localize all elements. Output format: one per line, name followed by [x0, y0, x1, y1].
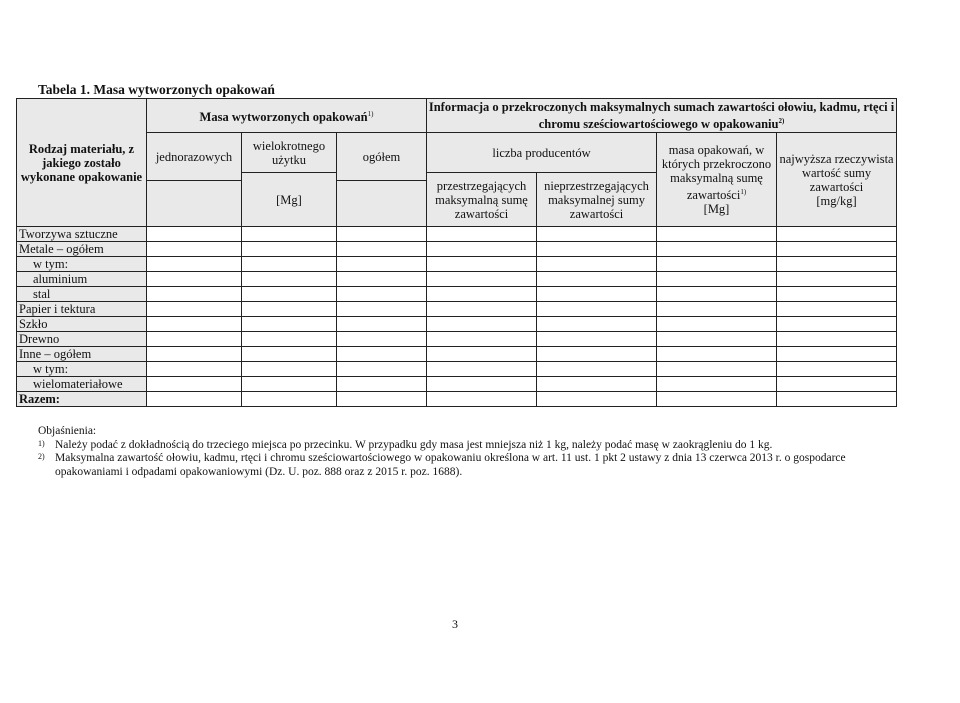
table-row — [17, 287, 897, 302]
value-cell[interactable] — [537, 242, 657, 257]
row-label: Metale – ogółem — [17, 242, 147, 257]
value-cell[interactable] — [147, 332, 242, 347]
value-cell[interactable] — [337, 362, 427, 377]
value-cell[interactable] — [242, 317, 337, 332]
row-label: stal — [17, 287, 147, 302]
page-number: 3 — [452, 617, 458, 631]
header-total-spacer — [337, 181, 427, 227]
value-cell[interactable] — [427, 287, 537, 302]
header-material: Rodzaj materiału, z jakiego zostało wykonane opakowanie — [17, 99, 147, 227]
header-compliant: przestrzegających maksymalną sumę zawartości — [427, 173, 537, 227]
value-cell[interactable] — [147, 302, 242, 317]
footnotes — [38, 425, 898, 479]
table-row — [17, 257, 897, 272]
value-cell[interactable] — [337, 332, 427, 347]
table-row — [17, 302, 897, 317]
value-cell[interactable] — [427, 257, 537, 272]
value-cell[interactable] — [427, 272, 537, 287]
value-cell[interactable] — [657, 392, 777, 407]
value-cell[interactable] — [777, 257, 897, 272]
value-cell[interactable] — [147, 392, 242, 407]
value-cell[interactable] — [337, 302, 427, 317]
value-cell[interactable] — [657, 242, 777, 257]
table-row — [17, 392, 897, 407]
footnote-1-text: Należy podać z dokładnością do trzeciego miejsca po przecinku. W przypadku gdy masa jest mniejsza niż 1 kg, należy podać masę w zaokrągleniu do 1 kg. — [55, 438, 773, 451]
table-row — [17, 362, 897, 377]
value-cell[interactable] — [657, 347, 777, 362]
footnotes-heading: Objaśnienia: — [38, 425, 97, 437]
value-cell[interactable] — [337, 272, 427, 287]
value-cell[interactable] — [427, 392, 537, 407]
row-label: Razem: — [17, 392, 147, 407]
value-cell[interactable] — [537, 362, 657, 377]
header-mass-exceeded: masa opakowań, w których przekroczono maksymalną sumę zawartości$^{1)}$ [Mg] — [657, 133, 777, 227]
value-cell[interactable] — [337, 227, 427, 242]
row-label: w tym: — [17, 257, 147, 272]
value-cell[interactable] — [537, 227, 657, 242]
value-cell[interactable] — [777, 302, 897, 317]
value-cell[interactable] — [777, 347, 897, 362]
row-label: aluminium — [17, 272, 147, 287]
value-cell[interactable] — [657, 332, 777, 347]
value-cell[interactable] — [337, 392, 427, 407]
value-cell[interactable] — [427, 377, 537, 392]
footnote-1-marker: 1) — [38, 438, 45, 448]
value-cell[interactable] — [777, 317, 897, 332]
value-cell[interactable] — [242, 347, 337, 362]
row-label: wielomateriałowe — [17, 377, 147, 392]
value-cell[interactable] — [657, 317, 777, 332]
value-cell[interactable] — [147, 272, 242, 287]
value-cell[interactable] — [777, 287, 897, 302]
value-cell[interactable] — [657, 362, 777, 377]
value-cell[interactable] — [242, 332, 337, 347]
value-cell[interactable] — [147, 287, 242, 302]
value-cell[interactable] — [147, 377, 242, 392]
table-row — [17, 347, 897, 362]
value-cell[interactable] — [777, 242, 897, 257]
row-label: Inne – ogółem — [17, 347, 147, 362]
value-cell[interactable] — [427, 347, 537, 362]
value-cell[interactable] — [242, 392, 337, 407]
value-cell[interactable] — [777, 227, 897, 242]
value-cell[interactable] — [537, 317, 657, 332]
value-cell[interactable] — [242, 257, 337, 272]
header-mass-group: Masa wytworzonych opakowań$^{1)}$ — [147, 99, 427, 133]
value-cell[interactable] — [537, 392, 657, 407]
value-cell[interactable] — [147, 347, 242, 362]
value-cell[interactable] — [337, 242, 427, 257]
value-cell[interactable] — [777, 332, 897, 347]
value-cell[interactable] — [537, 347, 657, 362]
packaging-mass-table — [16, 98, 897, 407]
value-cell[interactable] — [657, 287, 777, 302]
footnote-2-text: Maksymalna zawartość ołowiu, kadmu, rtęci i chromu sześciowartościowego w opakowaniu określona w art. 11 ust. 1 pkt 2 ustawy z dnia 13 czerwca 2013 r. o gospodarce opakowaniami i odpadami opakowaniowymi (Dz. U. poz. 888 oraz z 2015 r. poz. 1688). — [55, 452, 846, 478]
value-cell[interactable] — [242, 227, 337, 242]
header-unit-mg: [Mg] — [242, 173, 337, 227]
value-cell[interactable] — [537, 302, 657, 317]
value-cell[interactable] — [337, 317, 427, 332]
footnote-1 — [38, 439, 898, 453]
table-row — [17, 242, 897, 257]
value-cell[interactable] — [427, 317, 537, 332]
header-info-group: Informacja o przekroczonych maksymalnych sumach zawartości ołowiu, kadmu, rtęci i chromu sześciowartościowego w opakowaniu$^{2)}$ — [427, 99, 897, 133]
value-cell[interactable] — [427, 332, 537, 347]
footnote-2-marker: 2) — [38, 452, 45, 461]
value-cell[interactable] — [427, 242, 537, 257]
value-cell[interactable] — [242, 272, 337, 287]
header-producers-count: liczba producentów — [427, 133, 657, 173]
value-cell[interactable] — [147, 227, 242, 242]
value-cell[interactable] — [657, 257, 777, 272]
value-cell[interactable] — [337, 287, 427, 302]
value-cell[interactable] — [657, 302, 777, 317]
header-highest-sum: najwyższa rzeczywista wartość sumy zawartości [mg/kg] — [777, 133, 897, 227]
value-cell[interactable] — [427, 227, 537, 242]
row-label: Drewno — [17, 332, 147, 347]
row-label: Tworzywa sztuczne — [17, 227, 147, 242]
value-cell[interactable] — [147, 242, 242, 257]
value-cell[interactable] — [147, 362, 242, 377]
row-label: Szkło — [17, 317, 147, 332]
value-cell[interactable] — [147, 317, 242, 332]
table-row — [17, 272, 897, 287]
value-cell[interactable] — [777, 362, 897, 377]
value-cell[interactable] — [777, 392, 897, 407]
value-cell[interactable] — [337, 377, 427, 392]
value-cell[interactable] — [242, 242, 337, 257]
header-total: ogółem — [337, 133, 427, 181]
value-cell[interactable] — [427, 302, 537, 317]
table-row — [17, 317, 897, 332]
value-cell[interactable] — [537, 332, 657, 347]
value-cell[interactable] — [242, 287, 337, 302]
value-cell[interactable] — [657, 227, 777, 242]
value-cell[interactable] — [777, 272, 897, 287]
value-cell[interactable] — [537, 377, 657, 392]
row-label: Papier i tektura — [17, 302, 147, 317]
table-row — [17, 227, 897, 242]
value-cell[interactable] — [242, 362, 337, 377]
value-cell[interactable] — [537, 257, 657, 272]
header-reusable: wielokrotnego użytku — [242, 133, 337, 173]
value-cell[interactable] — [777, 377, 897, 392]
table-row — [17, 377, 897, 392]
value-cell[interactable] — [657, 272, 777, 287]
table-row — [17, 332, 897, 347]
row-label: w tym: — [17, 362, 147, 377]
value-cell[interactable] — [337, 347, 427, 362]
header-noncompliant: nieprzestrzegających maksymalnej sumy zawartości — [537, 173, 657, 227]
value-cell[interactable] — [537, 287, 657, 302]
header-single-use: jednorazowych — [147, 133, 242, 181]
value-cell[interactable] — [337, 257, 427, 272]
header-single-use-spacer — [147, 181, 242, 227]
page-title: Tabela 1. Masa wytworzonych opakowań — [38, 82, 275, 97]
value-cell[interactable] — [147, 257, 242, 272]
value-cell[interactable] — [657, 377, 777, 392]
value-cell[interactable] — [537, 272, 657, 287]
value-cell[interactable] — [242, 377, 337, 392]
footnote-2 — [38, 452, 898, 479]
value-cell[interactable] — [242, 302, 337, 317]
value-cell[interactable] — [427, 362, 537, 377]
